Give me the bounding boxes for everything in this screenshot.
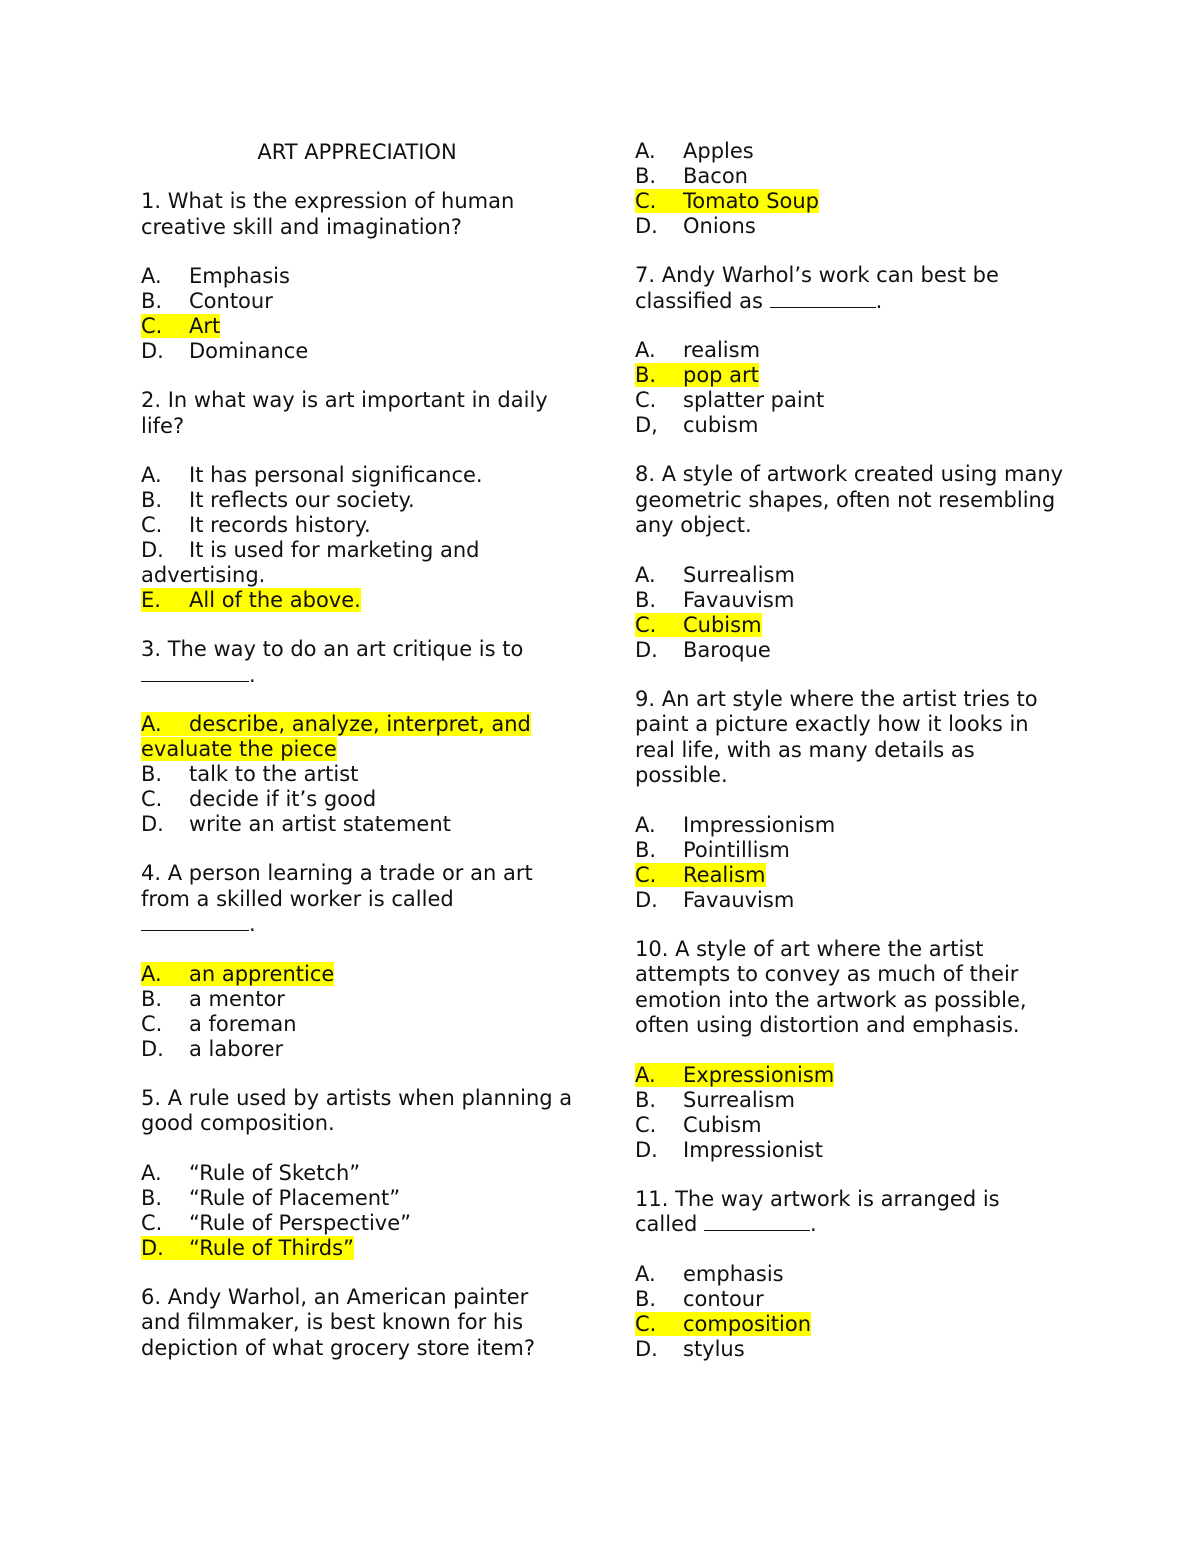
option-letter: C. [635,1311,657,1336]
option-text: Dominance [189,339,309,363]
question-text: 8. A style of artwork created using many geometric shapes, often not resembling any object. [635,462,1064,537]
option-text: Cubism [683,612,762,637]
option-text: Surrealism [683,562,795,587]
correct-answer-highlight [635,363,759,387]
option-d[interactable] [635,888,1065,913]
option-d[interactable] [635,1337,1065,1362]
option-letter: A. [635,812,656,837]
option-d[interactable] [635,413,1065,438]
question-text: 10. A style of art where the artist attempts to convey as much of their emotion into the artwork as possible, often using distortion and emphasis. [635,936,1027,1037]
answer-options [635,1262,1065,1362]
answer-options [141,463,573,613]
question-2 [141,388,573,613]
option-letter: A. [141,1160,162,1185]
answer-options [141,962,573,1062]
question-text: 9. An art style where the artist tries to paint a picture exactly how it looks in real life, with as many details as possible. [635,686,1038,787]
question-text [141,861,573,938]
option-c-correct[interactable] [141,314,573,339]
answer-options [635,813,1065,913]
option-b[interactable] [141,289,573,314]
option-b[interactable] [635,164,1065,189]
answer-options [635,1063,1065,1163]
right-column [635,139,1065,1362]
option-letter: C. [635,612,657,637]
option-c[interactable] [635,1113,1065,1138]
option-letter: D. [635,1336,658,1361]
question-8 [635,462,1065,663]
option-text: cubism [683,413,759,437]
option-letter: A. [635,1261,656,1286]
question-text-end: . [249,662,256,687]
option-text: Baroque [683,637,771,662]
option-letter: D, [635,413,658,437]
option-letter: B. [141,488,163,512]
option-letter: C. [635,189,657,213]
question-text [141,637,573,688]
question-10 [635,937,1065,1163]
question-text: 1. What is the expression of human creative skill and imagination? [141,189,515,239]
question-text-main: 11. The way artwork is arranged is called [635,1186,1000,1236]
option-text: Art [189,314,221,338]
option-letter: C. [635,862,657,887]
option-text: decide if it’s good [189,787,377,811]
option-a[interactable] [635,813,1065,838]
correct-answer-highlight [635,1063,834,1087]
option-text: talk to the artist [189,762,359,786]
question-6 [141,1285,573,1362]
option-letter: D. [141,1036,164,1061]
question-text-main: 4. A person learning a trade or an art from a skilled worker is called [141,861,533,911]
option-letter: B. [635,1286,657,1311]
option-letter: A. [635,1062,656,1087]
option-text: Impressionism [683,812,836,837]
question-text: 2. In what way is art important in daily life? [141,388,548,438]
option-d[interactable] [635,638,1065,663]
answer-options [141,264,573,364]
option-letter: D. [141,339,164,363]
option-letter: A. [141,961,162,986]
answer-blank [141,663,249,682]
question-text [635,263,1065,314]
option-b[interactable] [141,987,573,1012]
answer-options [635,338,1065,438]
option-text: a mentor [189,986,285,1011]
option-letter: D. [635,214,658,238]
option-text: Tomato Soup [683,189,820,213]
correct-answer-highlight [635,613,762,637]
option-letter: D. [141,812,164,836]
option-text: “Rule of Sketch” [189,1160,361,1185]
option-text: Impressionist [683,1137,823,1162]
page-title: ART APPRECIATION [257,140,457,164]
option-letter: A. [141,712,162,736]
option-letter: A. [141,264,162,288]
option-text: Cubism [683,1112,762,1137]
option-letter: C. [141,513,163,537]
option-c-correct[interactable] [635,1312,1065,1337]
question-text-main: 7. Andy Warhol’s work can best be classified as [635,263,999,313]
option-letter: D. [141,538,164,562]
option-letter: D. [141,1235,164,1260]
option-c[interactable] [635,388,1065,413]
option-a[interactable] [635,139,1065,164]
question-text-end: . [249,912,256,936]
option-letter: B. [635,587,657,612]
question-4 [141,861,573,1062]
option-c[interactable] [141,1211,573,1236]
option-c[interactable] [141,787,573,812]
answer-options [141,1161,573,1261]
question-9 [635,687,1065,913]
option-text: write an artist statement [189,812,451,836]
option-letter: B. [141,986,163,1011]
option-c[interactable] [141,513,573,538]
option-letter: A. [141,463,162,487]
option-text: emphasis [683,1261,784,1286]
correct-answer-highlight [635,189,819,213]
option-text: Bacon [683,164,748,188]
question-text [635,1187,1065,1238]
question-text: 6. Andy Warhol, an American painter and filmmaker, is best known for his depiction of what grocery store item? [141,1284,535,1360]
option-text: realism [683,338,761,362]
correct-answer-highlight [141,1236,354,1260]
option-text: Apples [683,139,754,163]
question-text-end: . [875,288,883,313]
option-a[interactable] [635,563,1065,588]
option-a[interactable] [141,463,573,488]
option-letter: E. [141,588,161,612]
option-c-correct[interactable] [635,863,1065,888]
answer-blank [704,1212,810,1231]
option-letter: D. [635,637,658,662]
option-text: Onions [683,214,756,238]
option-text: an apprentice [189,961,335,986]
option-letter: A. [635,338,656,362]
option-b[interactable] [141,1186,573,1211]
option-text: “Rule of Perspective” [189,1210,412,1235]
option-text: stylus [683,1336,745,1361]
option-c-correct[interactable] [635,613,1065,638]
option-letter: C. [141,787,163,811]
answer-options [141,712,573,837]
option-letter: A. [635,562,656,587]
option-letter: A. [635,139,656,163]
option-b[interactable] [635,588,1065,613]
option-a[interactable] [635,1262,1065,1287]
option-a[interactable] [141,264,573,289]
option-text: Favauvism [683,887,795,912]
option-b[interactable] [635,1287,1065,1312]
option-b[interactable] [635,1088,1065,1113]
question-6-options [635,139,1065,239]
option-text: It has personal significance. [189,463,483,487]
option-letter: C. [635,388,657,412]
option-letter: C. [141,1210,163,1235]
question-text: 5. A rule used by artists when planning a good composition. [141,1085,573,1135]
option-a-correct[interactable] [141,962,573,987]
question-text-main: 3. The way to do an art critique is to [141,637,524,661]
option-text: It reflects our society. [189,488,415,512]
option-b-correct[interactable] [635,363,1065,388]
correct-answer-highlight [141,588,361,612]
option-letter: B. [635,363,657,387]
question-5 [141,1086,573,1261]
question-11 [635,1187,1065,1362]
option-letter: D. [635,1137,658,1162]
option-text: “Rule of Thirds” [189,1235,354,1260]
correct-answer-highlight [635,1312,811,1336]
option-text: Contour [189,289,273,313]
option-text: Expressionism [683,1062,835,1087]
option-letter: B. [141,289,163,313]
option-letter: C. [141,314,163,338]
question-1 [141,189,573,364]
option-b[interactable] [141,762,573,787]
option-letter: B. [635,837,657,862]
correct-answer-highlight [141,712,531,761]
option-c[interactable] [141,1012,573,1037]
option-c-correct[interactable] [635,189,1065,214]
option-text: splatter paint [683,388,825,412]
option-text: Pointillism [683,837,790,862]
option-d-correct[interactable] [141,1236,573,1261]
option-text: describe, analyze, interpret, and evaluate the piece [141,712,531,761]
option-d[interactable] [635,1138,1065,1163]
option-text: It is used for marketing and advertising. [141,538,480,587]
option-text: Surrealism [683,1087,795,1112]
option-text: All of the above. [189,588,361,612]
option-b[interactable] [635,838,1065,863]
option-text: pop art [683,363,759,387]
option-a[interactable] [141,1161,573,1186]
option-text: “Rule of Placement” [189,1185,401,1210]
question-text-end: . [810,1212,817,1236]
answer-options [635,563,1065,663]
option-letter: B. [141,762,163,786]
option-letter: C. [635,1112,657,1137]
option-text: a foreman [189,1011,297,1036]
option-letter: C. [141,1011,163,1036]
left-column [141,139,573,1361]
answer-blank [770,289,876,308]
option-d[interactable] [141,538,573,588]
option-text: contour [683,1286,764,1311]
option-text: a laborer [189,1036,284,1061]
correct-answer-highlight [141,962,334,986]
question-7 [635,263,1065,438]
option-b[interactable] [141,488,573,513]
correct-answer-highlight [635,863,766,887]
option-letter: D. [635,887,658,912]
option-text: Emphasis [189,264,290,288]
question-3 [141,637,573,837]
option-letter: B. [635,1087,657,1112]
option-letter: B. [141,1185,163,1210]
option-d[interactable] [141,1037,573,1062]
option-text: composition [683,1311,812,1336]
option-a[interactable] [635,338,1065,363]
correct-answer-highlight [141,314,220,338]
option-d[interactable] [141,339,573,364]
option-a-correct[interactable] [141,712,573,762]
option-d[interactable] [141,812,573,837]
option-a-correct[interactable] [635,1063,1065,1088]
option-e-correct[interactable] [141,588,573,613]
option-text: Favauvism [683,587,795,612]
option-d[interactable] [635,214,1065,239]
option-text: Realism [683,862,766,887]
answer-blank [141,912,249,931]
option-text: It records history. [189,513,371,537]
option-letter: B. [635,164,657,188]
